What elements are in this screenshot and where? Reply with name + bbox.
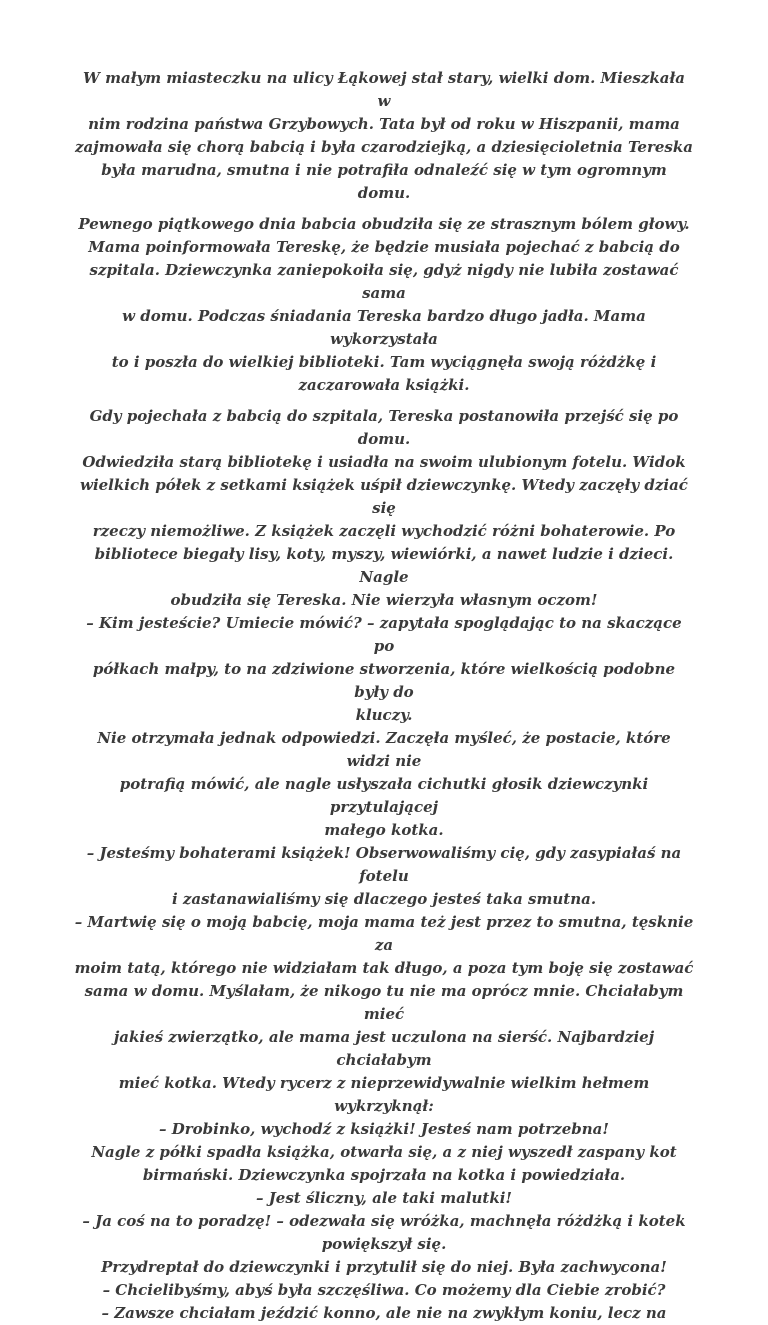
text-line: zaczarowała książki.: [298, 376, 470, 394]
text-line: bibliotece biegały lisy, koty, myszy, wiewiórki, a nawet ludzie i dzieci. Nagle: [94, 545, 674, 586]
text-line: wielkich półek z setkami książek uśpił dziewczynkę. Wtedy zaczęły dziać się: [80, 476, 688, 517]
text-line: rzeczy niemożliwe. Z książek zaczęli wychodzić różni bohaterowie. Po: [92, 522, 676, 540]
paragraph-3: [74, 405, 694, 1325]
text-line: powiększył się.: [321, 1235, 447, 1253]
text-line: – Ja coś na to poradzę! – odezwała się wróżka, machnęła różdżką i kotek: [82, 1212, 686, 1230]
text-line: małego kotka.: [324, 821, 444, 839]
text-line: – Drobinko, wychodź z książki! Jesteś nam potrzebna!: [159, 1120, 609, 1138]
text-line: – Zawsze chciałam jeździć konno, ale nie na zwykłym koniu, lecz na: [101, 1304, 667, 1322]
text-line: potrafią mówić, ale nagle usłyszała cichutki głosik dziewczynki przytulającej: [119, 775, 649, 816]
text-line: W małym miasteczku na ulicy Łąkowej stał stary, wielki dom. Mieszkała w: [83, 69, 685, 110]
text-line: i zastanawialiśmy się dlaczego jesteś taka smutna.: [171, 890, 597, 908]
text-line: Pewnego piątkowego dnia babcia obudziła się ze strasznym bólem głowy.: [78, 215, 690, 233]
text-line: – Martwię się o moją babcię, moja mama też jest przez to smutna, tęsknie za: [74, 913, 694, 954]
text-line: zajmowała się chorą babcią i była czarodziejką, a dziesięcioletnia Tereska: [75, 138, 693, 156]
text-line: kluczy.: [355, 706, 413, 724]
text-line: Gdy pojechała z babcią do szpitala, Tereska postanowiła przejść się po domu.: [89, 407, 679, 448]
text-line: obudziła się Tereska. Nie wierzyła własnym oczom!: [170, 591, 598, 609]
text-line: to i poszła do wielkiej biblioteki. Tam wyciągnęła swoją różdżkę i: [111, 353, 657, 371]
text-line: półkach małpy, to na zdziwione stworzenia, które wielkością podobne były do: [92, 660, 676, 701]
text-line: nim rodzina państwa Grzybowych. Tata był od roku w Hiszpanii, mama: [88, 115, 680, 133]
text-line: Odwiedziła starą bibliotekę i usiadła na swoim ulubionym fotelu. Widok: [82, 453, 686, 471]
document-page: [74, 67, 694, 1325]
text-line: szpitala. Dziewczynka zaniepokoiła się, gdyż nigdy nie lubiła zostawać sama: [89, 261, 679, 302]
text-line: – Jesteśmy bohaterami książek! Obserwowaliśmy cię, gdy zasypiałaś na fotelu: [86, 844, 682, 885]
text-line: – Chcielibyśmy, abyś była szczęśliwa. Co możemy dla Ciebie zrobić?: [102, 1281, 666, 1299]
text-line: w domu. Podczas śniadania Tereska bardzo długo jadła. Mama wykorzystała: [122, 307, 646, 348]
text-line: Nagle z półki spadła książka, otwarła się, a z niej wyszedł zaspany kot: [91, 1143, 677, 1161]
text-line: Mama poinformowała Tereskę, że będzie musiała pojechać z babcią do: [88, 238, 680, 256]
text-line: – Kim jesteście? Umiecie mówić? – zapytała spoglądając to na skaczące po: [86, 614, 682, 655]
text-line: Nie otrzymała jednak odpowiedzi. Zaczęła myśleć, że postacie, które widzi nie: [97, 729, 671, 770]
text-line: birmański. Dziewczynka spojrzała na kotka i powiedziała.: [142, 1166, 626, 1184]
text-line: Przydreptał do dziewczynki i przytulił się do niej. Była zachwycona!: [101, 1258, 667, 1276]
text-line: – Jest śliczny, ale taki malutki!: [255, 1189, 513, 1207]
text-line: mieć kotka. Wtedy rycerz z nieprzewidywalnie wielkim hełmem wykrzyknął:: [118, 1074, 650, 1115]
text-line: była marudna, smutna i nie potrafiła odnaleźć się w tym ogromnym domu.: [101, 161, 667, 202]
text-line: sama w domu. Myślałam, że nikogo tu nie ma oprócz mnie. Chciałabym mieć: [84, 982, 684, 1023]
paragraph-1: [74, 67, 694, 205]
text-line: jakieś zwierzątko, ale mama jest uczulona na sierść. Najbardziej chciałabym: [113, 1028, 655, 1069]
text-line: moim tatą, którego nie widziałam tak długo, a poza tym boję się zostawać: [74, 959, 694, 977]
paragraph-2: [74, 213, 694, 397]
